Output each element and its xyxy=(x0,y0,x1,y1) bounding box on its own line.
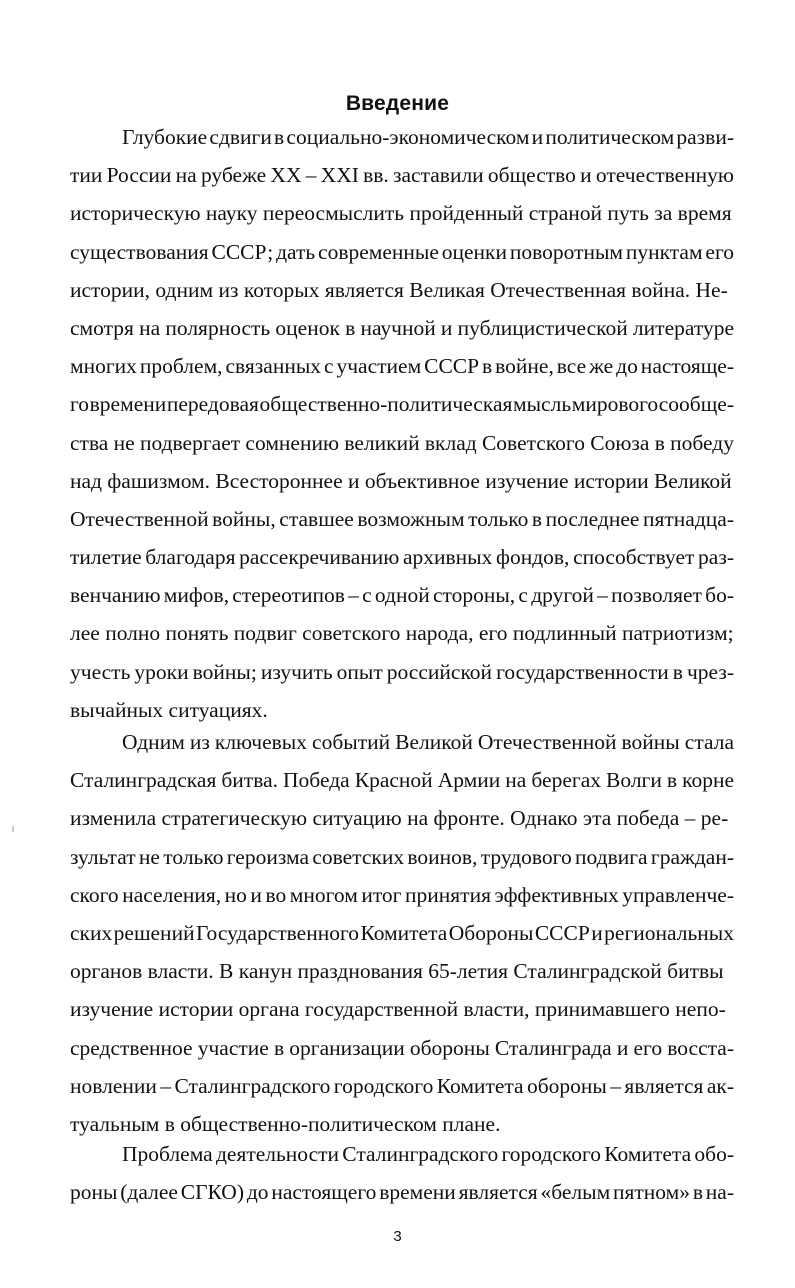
text-line: лее полно понять подвиг советского народа, его подлинный патриотизм; xyxy=(70,621,734,646)
text-line: историческую науку переосмыслить пройденный страной путь за время xyxy=(70,201,732,226)
paragraph-1 xyxy=(70,118,734,729)
section-heading: Введение xyxy=(345,92,450,115)
scan-speck xyxy=(12,826,14,832)
paragraph-2 xyxy=(70,723,734,1143)
text-line: тилетие благодаря рассекречиванию архивных фондов, способствует раз- xyxy=(70,545,734,570)
text-line: туальным в общественно-политическом плане. xyxy=(70,1111,501,1136)
text-line: органов власти. В канун празднования 65-летия Сталинградской битвы xyxy=(70,959,724,984)
text-line: Глубокие сдвиги в социально-экономическом и политическом разви- xyxy=(122,125,734,149)
page-number: 3 xyxy=(393,1228,402,1245)
text-line: тии России на рубеже XX – XXI вв. заставили общество и отечественную xyxy=(70,163,734,188)
text-line: средственное участие в организации обороны Сталинграда и его восста- xyxy=(70,1035,734,1060)
text-line: изучение истории органа государственной власти, принимавшего непо- xyxy=(70,997,726,1022)
text-line: венчанию мифов, стереотипов – с одной стороны, с другой – позволяет бо- xyxy=(70,583,734,608)
text-line: зультат не только героизма советских воинов, трудового подвига граждан- xyxy=(70,844,734,869)
text-line: учесть уроки войны; изучить опыт российской государственности в чрез- xyxy=(70,659,734,684)
text-line: ства не подвергает сомнению великий вклад Советского Союза в победу xyxy=(70,430,734,455)
text-line: новлении – Сталинградского городского Комитета обороны – является ак- xyxy=(70,1073,734,1098)
text-line: роны (далее СГКО) до настоящего времени является «белым пятном» в на- xyxy=(70,1180,734,1205)
text-line: ских решений Государственного Комитета Обороны СССР и региональных xyxy=(70,920,734,945)
text-line: Проблема деятельности Сталинградского городского Комитета обо- xyxy=(122,1142,734,1166)
text-line: над фашизмом. Всестороннее и объективное изучение истории Великой xyxy=(70,468,732,493)
paragraph-3 xyxy=(70,1135,734,1211)
text-line: существования СССР; дать современные оценки поворотным пунктам его xyxy=(70,239,734,264)
text-line: многих проблем, связанных с участием СССР в войне, все же до настояще- xyxy=(70,354,735,379)
text-line: Сталинградская битва. Победа Красной Армии на берегах Волги в корне xyxy=(70,768,734,793)
text-line: ского населения, но и во многом итог принятия эффективных управленче- xyxy=(70,882,734,907)
text-line: Одним из ключевых событий Великой Отечественной войны стала xyxy=(122,730,734,754)
text-line: смотря на полярность оценок в научной и публицистической литературе xyxy=(70,315,734,340)
text-line: изменила стратегическую ситуацию на фронте. Однако эта победа – ре- xyxy=(70,806,729,831)
text-line: истории, одним из которых является Великая Отечественная война. Не- xyxy=(70,277,728,302)
text-line: вычайных ситуациях. xyxy=(70,697,268,722)
text-line: го времени передовая общественно-политическая мысль мирового сообще- xyxy=(70,392,734,417)
text-line: Отечественной войны, ставшее возможным только в последнее пятнадца- xyxy=(70,506,734,531)
